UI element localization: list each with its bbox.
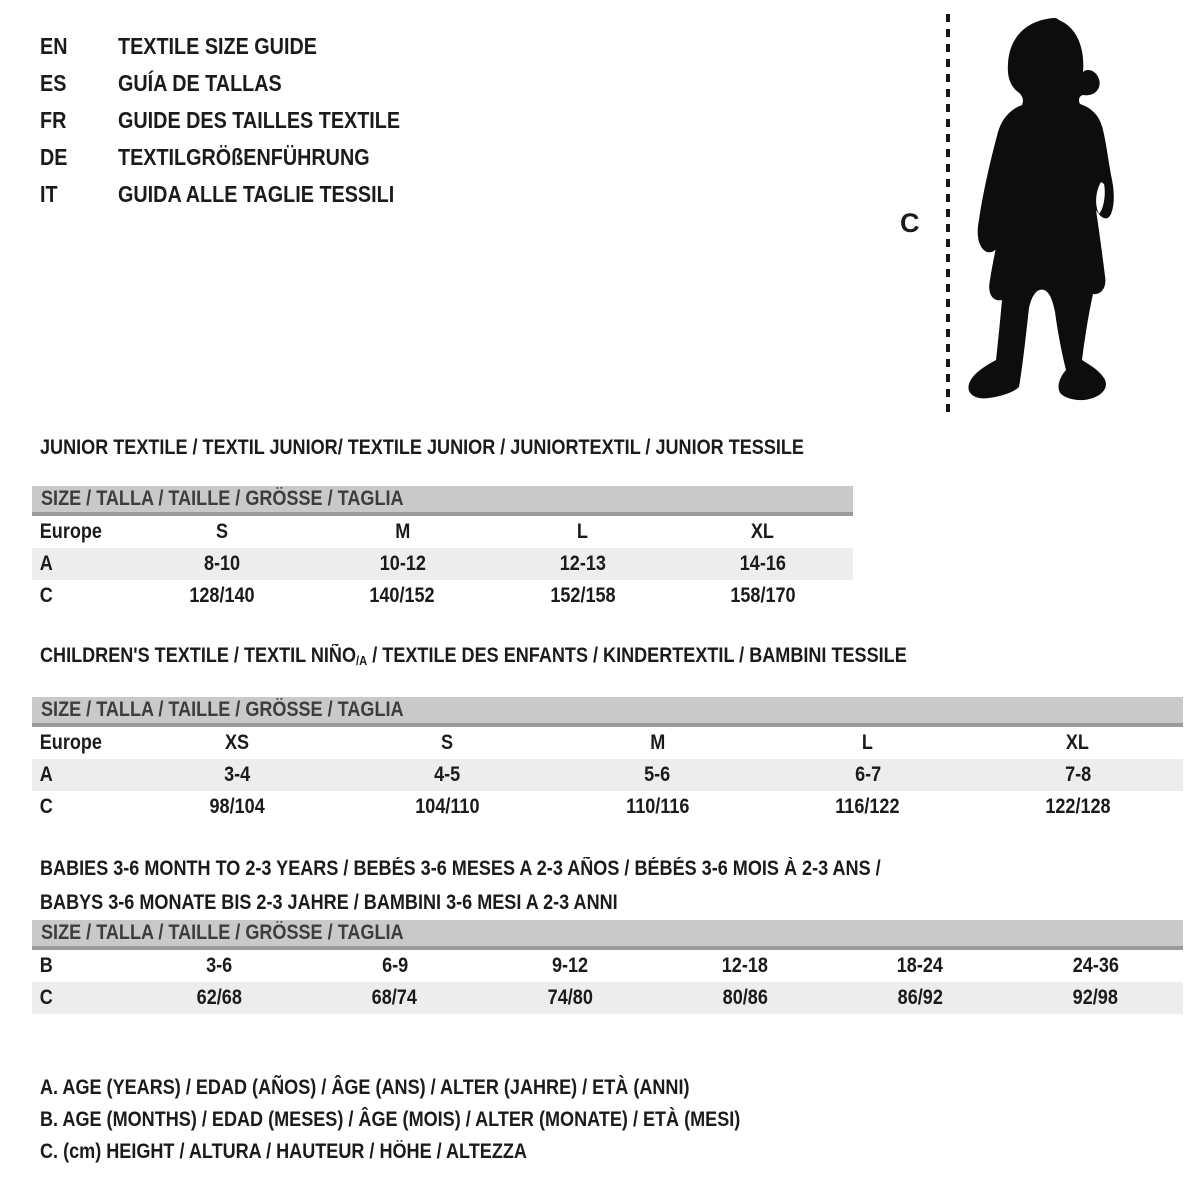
language-row: [40, 102, 446, 139]
table-cell: [552, 795, 762, 819]
cell-value: 5-6: [644, 762, 671, 786]
section-title: [40, 437, 928, 459]
section-title-text: [40, 886, 618, 920]
table-row: [32, 727, 1183, 759]
section-title-text: [40, 437, 804, 459]
section-junior: [32, 437, 928, 612]
cell-value: 80/86: [722, 986, 768, 1009]
legend-text: B. AGE (MONTHS) / EDAD (MESES) / ÂGE (MOIS) / ALTER (MONATE) / ETÀ (MESI): [40, 1108, 741, 1131]
table-row: [32, 950, 1183, 982]
table-cell: [132, 552, 312, 576]
cell-value: 104/110: [415, 794, 480, 818]
table-cell: [493, 552, 673, 576]
cell-value: 6-7: [854, 762, 881, 786]
legend: [40, 1072, 854, 1168]
size-table: [32, 486, 853, 612]
table-row: [32, 759, 1183, 791]
title-segment: BABIES 3-6 MONTH TO 2-3 YEARS / BEBÉS 3-6 MESES A 2-3 AÑOS / BÉBÉS 3-6 MOIS À 2-3 ANS /: [40, 857, 881, 880]
table-cell: [763, 731, 973, 755]
table-cell: [342, 731, 552, 755]
language-label: TEXTILE SIZE GUIDE: [118, 33, 317, 59]
row-label: A: [39, 552, 53, 575]
cell-value: 3-4: [224, 762, 251, 786]
language-code: ES: [40, 70, 67, 96]
table-cell: [132, 795, 342, 819]
legend-text: C. (cm) HEIGHT / ALTURA / HAUTEUR / HÖHE / ALTEZZA: [40, 1140, 527, 1163]
cell-value: 9-12: [551, 954, 588, 977]
section-title-text: [40, 645, 907, 672]
cell-value: 10-12: [379, 552, 426, 575]
legend-line: [40, 1104, 854, 1136]
table-cell: [673, 520, 853, 544]
language-row: [40, 65, 446, 102]
table-cell: [342, 763, 552, 787]
table-cell: [493, 520, 673, 544]
table-cell: [482, 986, 657, 1010]
section-title-line: [40, 852, 1183, 886]
table-cell: [658, 986, 833, 1010]
cell-value: M: [394, 520, 410, 543]
section-title-text: [40, 852, 881, 886]
cell-value: 12-13: [559, 552, 606, 575]
cell-value: 122/128: [1045, 794, 1111, 818]
table-cell: [973, 763, 1183, 787]
cell-value: 98/104: [209, 794, 265, 818]
language-code: DE: [40, 144, 68, 170]
table-cell: [552, 731, 762, 755]
size-header-bar: [32, 697, 1183, 727]
cell-value: 86/92: [897, 986, 943, 1009]
size-table: [32, 697, 1183, 823]
table-row: [32, 982, 1183, 1014]
section-title-line: [40, 645, 1183, 672]
table-cell: [482, 954, 657, 978]
table-cell: [493, 584, 673, 608]
title-segment: JUNIOR TEXTILE / TEXTIL JUNIOR/ TEXTILE JUNIOR / JUNIORTEXTIL / JUNIOR TESSILE: [40, 436, 804, 459]
table-cell: [342, 795, 552, 819]
table-cell: [833, 986, 1008, 1010]
language-label: TEXTILGRÖßENFÜHRUNG: [118, 144, 370, 170]
cell-value: XS: [225, 730, 250, 754]
cell-value: M: [649, 730, 666, 754]
cell-value: 18-24: [897, 954, 944, 977]
table-cell: [1008, 954, 1183, 978]
table-row: [32, 791, 1183, 823]
cell-value: L: [862, 730, 874, 754]
cell-value: L: [577, 520, 589, 543]
language-label: GUIDA ALLE TAGLIE TESSILI: [118, 181, 395, 207]
table-cell: [658, 954, 833, 978]
height-dashed-line: [946, 14, 950, 418]
cell-value: XL: [1066, 730, 1090, 754]
table-cell: [312, 552, 492, 576]
legend-text: A. AGE (YEARS) / EDAD (AÑOS) / ÂGE (ANS) / ALTER (JAHRE) / ETÀ (ANNI): [40, 1076, 690, 1099]
table-cell: [673, 584, 853, 608]
table-cell: [132, 763, 342, 787]
language-row: [40, 176, 446, 213]
table-row: [32, 580, 853, 612]
cell-value: 8-10: [204, 552, 241, 575]
row-label: C: [39, 794, 53, 818]
table-cell: [763, 795, 973, 819]
language-code: EN: [40, 33, 68, 59]
table-cell: [307, 954, 482, 978]
size-header-text: SIZE / TALLA / TAILLE / GRÖSSE / TAGLIA: [41, 921, 404, 944]
toddler-silhouette-icon: [966, 12, 1148, 420]
table-cell: [763, 763, 973, 787]
cell-value: 6-9: [381, 954, 408, 977]
table-cell: [973, 731, 1183, 755]
legend-line: [40, 1072, 854, 1104]
title-segment: CHILDREN'S TEXTILE / TEXTIL NIÑO: [40, 644, 357, 667]
cell-value: 74/80: [547, 986, 593, 1009]
section-title-line: [40, 886, 1183, 920]
cell-value: 152/158: [549, 584, 616, 607]
row-label: B: [39, 954, 53, 977]
table-cell: [132, 731, 342, 755]
table-cell: [312, 520, 492, 544]
table-cell: [673, 552, 853, 576]
cell-value: 24-36: [1072, 954, 1119, 977]
cell-value: 3-6: [206, 954, 233, 977]
cell-value: 14-16: [739, 552, 786, 575]
size-header-bar: [32, 920, 1183, 950]
size-header-text: SIZE / TALLA / TAILLE / GRÖSSE / TAGLIA: [41, 487, 404, 510]
language-label: GUÍA DE TALLAS: [118, 70, 282, 96]
section-title-line: [40, 437, 928, 459]
table-row: [32, 548, 853, 580]
language-code: FR: [40, 107, 67, 133]
cell-value: 92/98: [1072, 986, 1119, 1009]
table-cell: [132, 520, 312, 544]
row-label: A: [39, 762, 53, 786]
table-cell: [973, 795, 1183, 819]
title-segment: / TEXTILE DES ENFANTS / KINDERTEXTIL / BAMBINI TESSILE: [367, 644, 907, 667]
row-label: C: [39, 584, 53, 607]
cell-value: 12-18: [721, 954, 769, 977]
cell-value: 158/170: [730, 584, 796, 607]
language-row: [40, 139, 446, 176]
row-label: C: [39, 986, 53, 1009]
size-header-bar: [32, 486, 853, 516]
table-cell: [307, 986, 482, 1010]
table-row: [32, 516, 853, 548]
table-cell: [312, 584, 492, 608]
language-row: [40, 28, 446, 65]
cell-value: 110/116: [625, 794, 690, 818]
title-segment: BABYS 3-6 MONATE BIS 2-3 JAHRE / BAMBINI 3-6 MESI A 2-3 ANNI: [40, 891, 618, 914]
section-children: [32, 645, 1183, 823]
table-cell: [132, 584, 312, 608]
cell-value: 62/68: [196, 986, 243, 1009]
height-label-c: C: [900, 208, 920, 238]
cell-value: S: [216, 520, 229, 543]
cell-value: 4-5: [434, 762, 461, 786]
cell-value: S: [441, 730, 454, 754]
section-babies: [32, 852, 1183, 1014]
table-cell: [1008, 986, 1183, 1010]
cell-value: 7-8: [1064, 762, 1091, 786]
row-label: Europe: [39, 730, 102, 754]
legend-line: [40, 1136, 854, 1168]
language-list: [40, 28, 446, 213]
size-header-text: SIZE / TALLA / TAILLE / GRÖSSE / TAGLIA: [41, 697, 404, 721]
language-label: GUIDE DES TAILLES TEXTILE: [118, 107, 401, 133]
title-subscript: /A: [356, 652, 368, 668]
table-cell: [552, 763, 762, 787]
cell-value: XL: [751, 520, 775, 543]
cell-value: 116/122: [835, 794, 900, 818]
table-cell: [132, 986, 307, 1010]
section-title: [40, 645, 1183, 672]
table-cell: [833, 954, 1008, 978]
cell-value: 128/140: [189, 584, 255, 607]
cell-value: 68/74: [372, 986, 418, 1009]
size-table: [32, 920, 1183, 1014]
table-cell: [132, 954, 307, 978]
language-code: IT: [40, 181, 58, 207]
row-label: Europe: [39, 520, 102, 543]
cell-value: 140/152: [369, 584, 436, 607]
section-title: [40, 852, 1183, 920]
